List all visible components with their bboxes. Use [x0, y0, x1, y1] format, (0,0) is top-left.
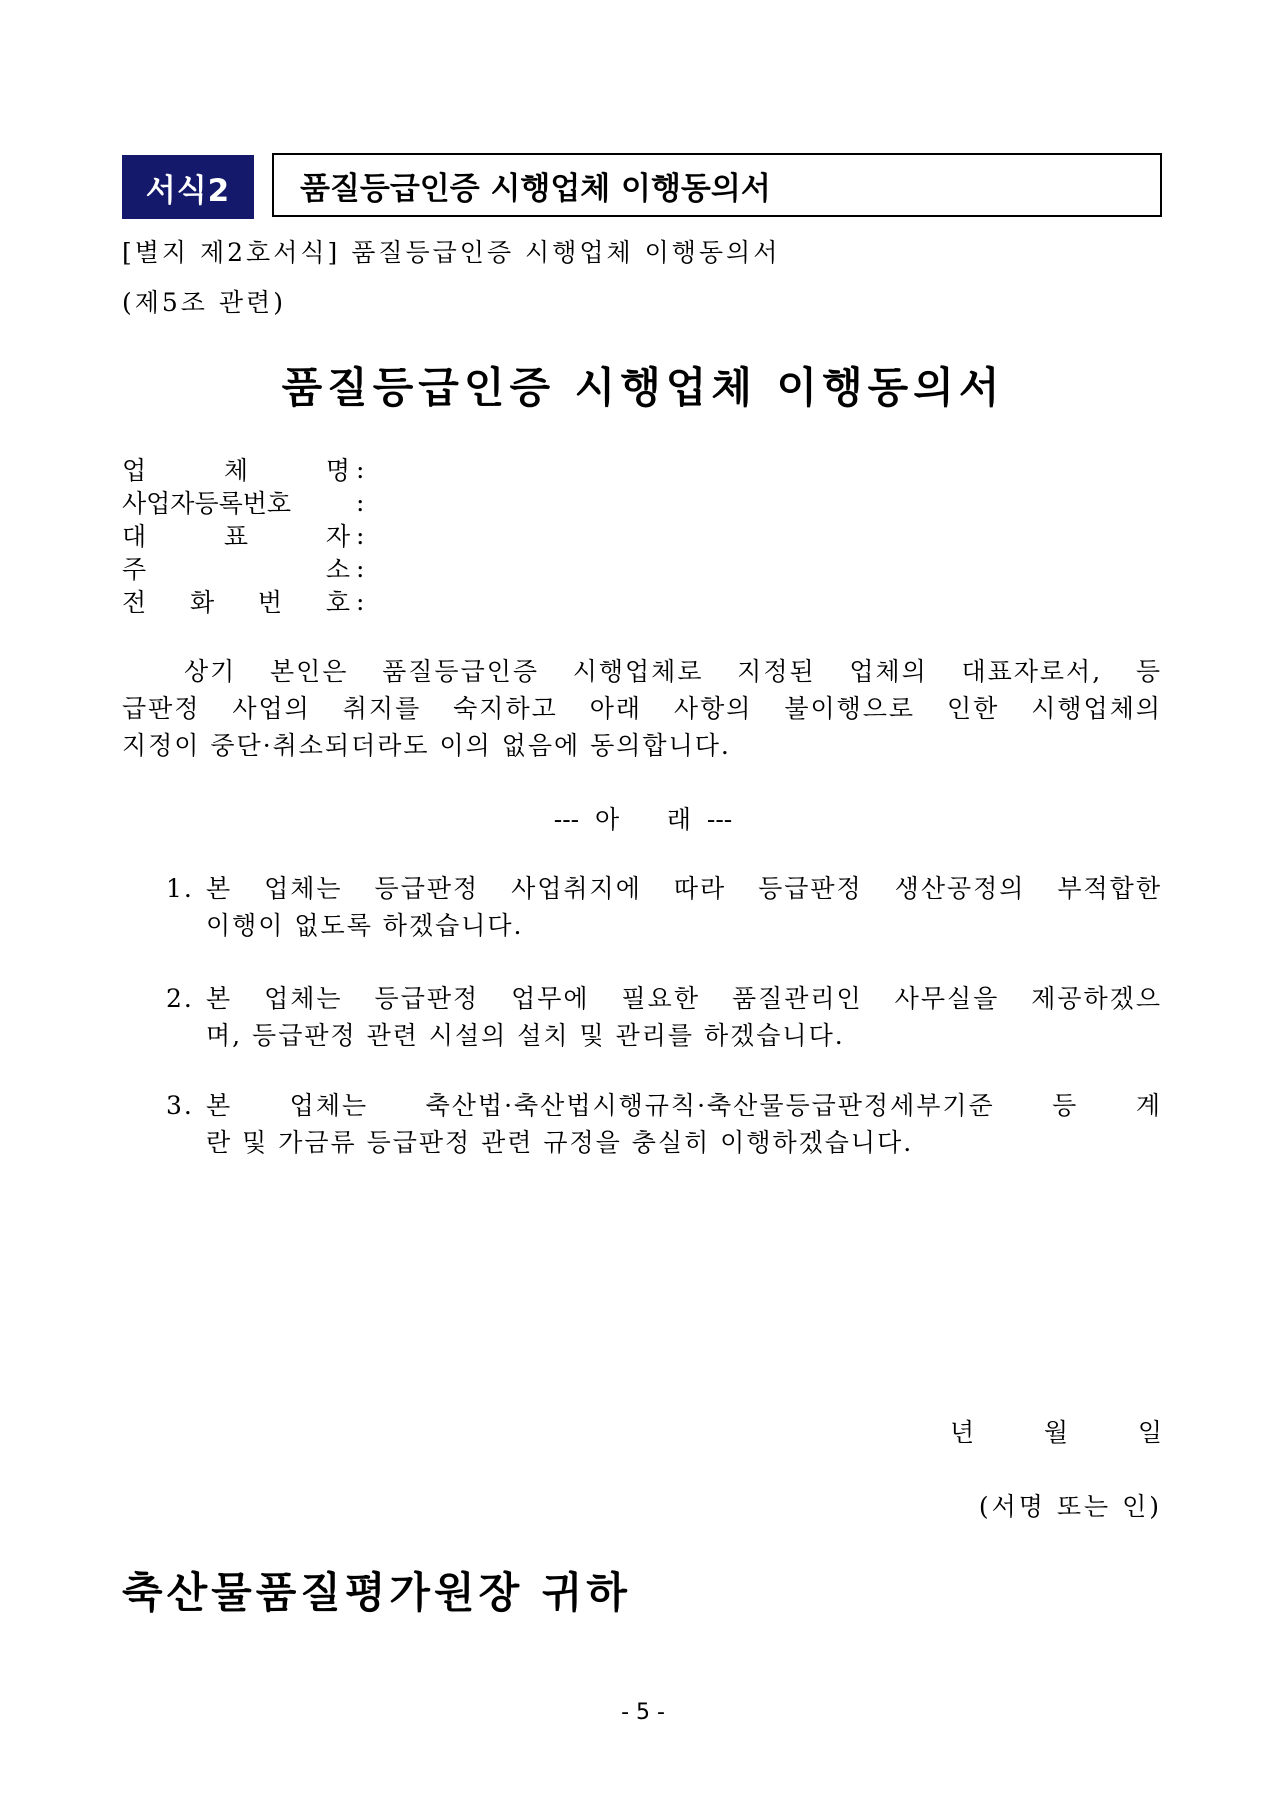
related-article: (제5조 관련): [122, 288, 286, 317]
field-colon: :: [356, 520, 365, 550]
field-company-name: [122, 454, 364, 484]
item-number: 2.: [166, 984, 194, 1013]
field-business-number: [122, 487, 364, 517]
field-label: 업 체 명: [122, 456, 350, 485]
signature-line: (서명 또는 인): [978, 1492, 1162, 1521]
field-address: [122, 553, 364, 583]
header-title-box: [272, 153, 1162, 217]
date-year: 년: [950, 1418, 975, 1447]
field-colon: :: [356, 586, 365, 616]
date-line: [950, 1413, 1162, 1449]
list-item: [166, 1087, 1162, 1161]
item-line: 이행이 없도록 하겠습니다.: [206, 911, 524, 940]
field-label: 대 표 자: [122, 522, 350, 551]
field-label: 전 화 번 호: [122, 588, 350, 617]
recipient: 축산물품질평가원장 귀하: [122, 1568, 631, 1617]
statement-line: 상기 본인은 품질등급인증 시행업체로 지정된 업체의 대표자로서, 등: [184, 657, 1162, 686]
field-label: 주 소: [122, 555, 350, 584]
field-representative: [122, 520, 364, 550]
statement-line: 급판정 사업의 취지를 숙지하고 아래 사항의 불이행으로 인한 시행업체의: [122, 694, 1162, 723]
item-line: 본 업체는 등급판정 업무에 필요한 품질관리인 사무실을 제공하겠으: [206, 984, 1162, 1013]
item-line: 란 및 가금류 등급판정 관련 규정을 충실히 이행하겠습니다.: [206, 1128, 914, 1157]
statement-line: 지정이 중단·취소되더라도 이의 없음에 동의합니다.: [122, 731, 731, 760]
field-phone: [122, 586, 364, 616]
list-item: [166, 980, 1162, 1054]
date-day: 일: [1137, 1418, 1162, 1447]
page-number: - 5 -: [621, 1700, 665, 1725]
document-title: 품질등급인증 시행업체 이행동의서: [281, 363, 1005, 412]
field-colon: :: [356, 454, 365, 484]
item-line: 며, 등급판정 관련 시설의 설치 및 관리를 하겠습니다.: [206, 1021, 845, 1050]
statement-paragraph: [122, 653, 1162, 764]
item-line: 본 업체는 축산법·축산법시행규칙·축산물등급판정세부기준 등 계: [206, 1091, 1162, 1120]
item-number: 1.: [166, 874, 194, 903]
field-colon: :: [356, 553, 365, 583]
item-number: 3.: [166, 1091, 194, 1120]
field-colon: :: [356, 487, 365, 517]
header-title: 품질등급인증 시행업체 이행동의서: [300, 170, 771, 207]
item-line: 본 업체는 등급판정 사업취지에 따라 등급판정 생산공정의 부적합한: [206, 874, 1162, 903]
form-reference: [별지 제2호서식] 품질등급인증 시행업체 이행동의서: [122, 238, 781, 267]
below-marker: --- 아 래 ---: [553, 805, 733, 834]
date-month: 월: [1043, 1418, 1069, 1447]
form-badge: 서식2: [122, 155, 254, 219]
list-item: [166, 870, 1162, 944]
field-label: 사업자등록번호: [122, 489, 292, 518]
